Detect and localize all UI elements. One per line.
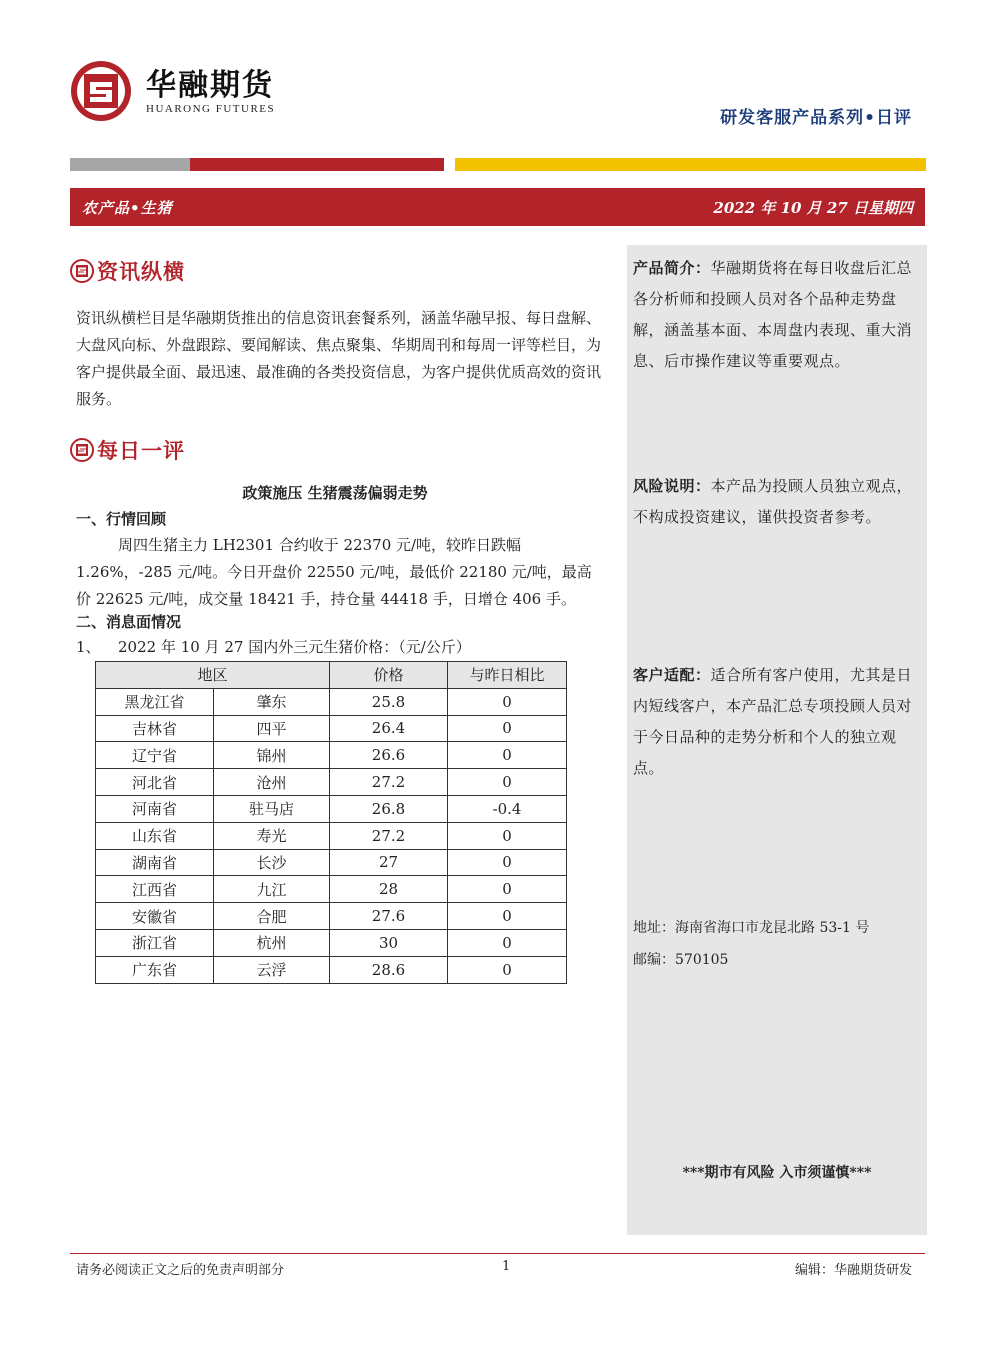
footer-divider <box>70 1253 925 1254</box>
table-row <box>96 715 567 742</box>
province-cell: 辽宁省 <box>96 742 214 769</box>
province-cell: 安徽省 <box>96 903 214 930</box>
sidebar-fit-label: 客户适配： <box>633 666 711 684</box>
price-cell: 28.6 <box>330 956 448 983</box>
sidebar-fit-text: 适合所有客户使用，尤其是日内短线客户，本产品汇总专项投顾人员对于今日品种的走势分析和个人的独立观点。 <box>633 666 913 777</box>
brand-mark-icon <box>70 438 94 462</box>
sidebar-intro-text: 华融期货将在每日收盘后汇总各分析师和投顾人员对各个品种走势盘解，涵盖基本面、本周盘内表现、重大消息、后市操作建议等重要观点。 <box>633 259 913 370</box>
price-cell: 26.8 <box>330 795 448 822</box>
table-row <box>96 903 567 930</box>
change-cell: 0 <box>448 849 567 876</box>
address-text: 地址：海南省海口市龙昆北路 53-1 号 <box>633 920 870 936</box>
category-bar <box>70 188 925 226</box>
header-bar-red <box>190 158 444 171</box>
change-cell: 0 <box>448 769 567 796</box>
sidebar-intro-label: 产品简介： <box>633 259 711 277</box>
table-row <box>96 795 567 822</box>
header-bar-yellow <box>455 158 926 171</box>
change-cell: 0 <box>448 715 567 742</box>
table-row <box>96 742 567 769</box>
news-section-body: 资讯纵横栏目是华融期货推出的信息资讯套餐系列，涵盖华融早报、每日盘解、大盘风向标、外盘跟踪、要闻解读、焦点聚集、华期周刊和每周一评等栏目，为客户提供最全面、最迅速、最准确的各类投资信息，为客户提供优质高效的资讯服务。 <box>76 309 602 408</box>
brand-name: 华融期货 <box>146 68 274 103</box>
change-cell: 0 <box>448 956 567 983</box>
change-cell: -0.4 <box>448 795 567 822</box>
news-section-title: 资讯纵横 <box>97 259 185 284</box>
header-bar-gray <box>70 158 190 171</box>
price-cell: 27.2 <box>330 822 448 849</box>
list-item <box>76 636 471 657</box>
page-number: 1 <box>502 1259 511 1274</box>
brand-mark-icon <box>70 259 94 283</box>
change-cell: 0 <box>448 903 567 930</box>
city-cell: 九江 <box>214 876 330 903</box>
sidebar-risk-label: 风险说明： <box>633 477 711 495</box>
list-item-text: 2022 年 10 月 27 国内外三元生猪价格：（元/公斤） <box>118 638 471 656</box>
table-row <box>96 929 567 956</box>
article-title: 政策施压 生猪震荡偏弱走势 <box>242 484 428 502</box>
market-review-paragraph: 周四生猪主力 LH2301 合约收于 22370 元/吨，较昨日跌幅 1.26%，-285 元/吨。今日开盘价 22550 元/吨，最低价 22180 元/吨，最高价 22625 元/吨，成交量 18421 手，持仓量 44418 手，日增仓 406 手。 <box>76 536 592 608</box>
city-cell: 驻马店 <box>214 795 330 822</box>
change-cell: 0 <box>448 929 567 956</box>
province-cell: 黑龙江省 <box>96 688 214 715</box>
sidebar-risk-text: 本产品为投顾人员独立观点，不构成投资建议，谨供投资者参考。 <box>633 477 913 526</box>
report-series: 研发客服产品系列•日评 <box>720 108 912 128</box>
price-cell: 28 <box>330 876 448 903</box>
footer-disclaimer: 请务必阅读正文之后的免责声明部分 <box>76 1263 285 1278</box>
news-section-heading <box>70 256 185 286</box>
city-cell: 长沙 <box>214 849 330 876</box>
province-cell: 山东省 <box>96 822 214 849</box>
table-row <box>96 956 567 983</box>
risk-warning: ***期市有风险 入市须谨慎*** <box>682 1165 872 1181</box>
list-item-number: 1、 <box>76 638 101 656</box>
city-cell: 锦州 <box>214 742 330 769</box>
change-cell: 0 <box>448 742 567 769</box>
sidebar-risk <box>633 471 923 533</box>
daily-section-heading <box>70 435 185 465</box>
province-cell: 吉林省 <box>96 715 214 742</box>
table-row <box>96 688 567 715</box>
column-header-change: 与昨日相比 <box>448 662 567 689</box>
column-header-region: 地区 <box>96 662 330 689</box>
sidebar-fit <box>633 660 923 784</box>
price-cell: 25.8 <box>330 688 448 715</box>
footer-editor: 编辑：华融期货研发 <box>794 1263 912 1278</box>
province-cell: 浙江省 <box>96 929 214 956</box>
city-cell: 合肥 <box>214 903 330 930</box>
subheading-market-review: 一、行情回顾 <box>76 510 167 528</box>
province-cell: 广东省 <box>96 956 214 983</box>
city-cell: 肇东 <box>214 688 330 715</box>
change-cell: 0 <box>448 822 567 849</box>
province-cell: 河北省 <box>96 769 214 796</box>
city-cell: 四平 <box>214 715 330 742</box>
subheading-news: 二、消息面情况 <box>76 613 182 631</box>
daily-section-title: 每日一评 <box>97 438 185 463</box>
table-row <box>96 849 567 876</box>
report-date: 2022 年 10 月 27 日星期四 <box>713 199 913 217</box>
city-cell: 寿光 <box>214 822 330 849</box>
price-cell: 27.2 <box>330 769 448 796</box>
column-header-price: 价格 <box>330 662 448 689</box>
price-cell: 26.6 <box>330 742 448 769</box>
price-cell: 30 <box>330 929 448 956</box>
table-row <box>96 876 567 903</box>
price-cell: 26.4 <box>330 715 448 742</box>
city-cell: 云浮 <box>214 956 330 983</box>
change-cell: 0 <box>448 688 567 715</box>
city-cell: 杭州 <box>214 929 330 956</box>
category-label: 农产品•生猪 <box>82 199 173 217</box>
pig-price-table <box>95 661 567 984</box>
table-row <box>96 769 567 796</box>
sidebar-intro <box>633 253 923 377</box>
province-cell: 湖南省 <box>96 849 214 876</box>
province-cell: 江西省 <box>96 876 214 903</box>
price-cell: 27 <box>330 849 448 876</box>
table-header-row <box>96 662 567 689</box>
city-cell: 沧州 <box>214 769 330 796</box>
change-cell: 0 <box>448 876 567 903</box>
brand-name-english: HUARONG FUTURES <box>146 103 276 115</box>
postcode-text: 邮编：570105 <box>633 952 729 968</box>
table-row <box>96 822 567 849</box>
sidebar-contact <box>633 912 869 976</box>
price-cell: 27.6 <box>330 903 448 930</box>
province-cell: 河南省 <box>96 795 214 822</box>
huarong-logo-icon <box>70 60 132 122</box>
